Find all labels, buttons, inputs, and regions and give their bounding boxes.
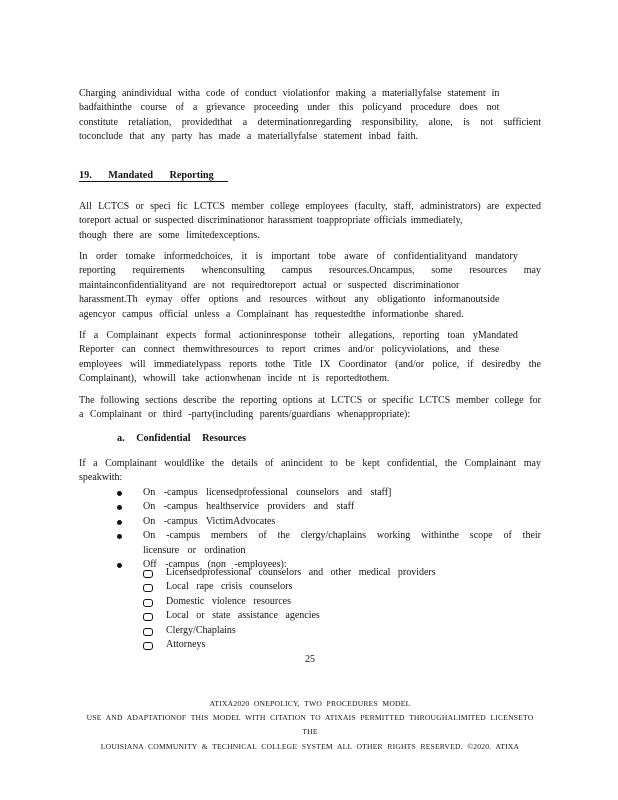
list-item (79, 638, 541, 652)
text-line: toconclude that any party has made a materiallyfalse statement inbad faith. (79, 131, 419, 143)
page-number: 25 (305, 654, 315, 665)
hollow-bullet-icon (143, 628, 153, 636)
list-item (79, 595, 541, 609)
footer-line: ATIXA2020 ONEPOLICY, TWO PROCEDURES MODEL (209, 699, 411, 708)
text-line: Charging anindividual witha code of conduct violationfor making a materiallyfalse statement in (79, 88, 500, 99)
text-line: employees will immediatelypass reports tothe Title IX Coordinator (and/or police, if desiredby the (79, 358, 541, 370)
text-line: If a Complainant wouldlike the details of anincident to be kept confidential, the Complainant may (79, 458, 541, 469)
section-heading-label: 19. Mandated Reporting (79, 170, 228, 182)
paragraph-4 (79, 329, 541, 387)
hollow-bullet-icon (143, 613, 153, 621)
text-line: Attorneys (166, 639, 206, 651)
paragraph-6 (79, 457, 541, 486)
text-line: Licensedprofessional counselors and other medical providers (166, 567, 436, 578)
text-line: harassment.Th eymay offer options and resources without any obligationto informanoutside (79, 294, 500, 306)
list-item (79, 609, 541, 623)
text-line: speakwith: (79, 472, 123, 484)
text-line: Off -campus (non -employees): (143, 559, 287, 571)
hollow-bullet-icon (143, 642, 153, 650)
text-line: In order tomake informedchoices, it is important tobe aware of confidentialityand mandatory (79, 251, 518, 262)
text-line: All LCTCS or speci fic LCTCS member college employees (faculty, staff, administrators) are expected (79, 201, 541, 212)
footer-line: USE AND ADAPTATIONOF THIS MODEL WITH CITATION TO ATIXAIS PERMITTED THROUGHALIMITED LICENSETO THE (86, 713, 534, 737)
paragraph-3 (79, 250, 541, 322)
subsection-heading-label: a. Confidential Resources (117, 433, 247, 444)
list-item (79, 515, 541, 529)
text-line: badfaithinthe course of a grievance proceeding under this policyand procedure does not (79, 102, 500, 114)
list-item (79, 529, 541, 558)
subsection-heading (79, 432, 579, 446)
bullet-icon (117, 520, 122, 525)
bullet-icon (117, 491, 122, 496)
bullet-icon (117, 534, 122, 539)
footer-line: LOUISIANA COMMUNITY & TECHNICAL COLLEGE SYSTEM ALL OTHER RIGHTS RESERVED. ©2020. ATIXA (100, 741, 520, 751)
list-item (79, 486, 541, 500)
text-line: Clergy/Chaplains (166, 624, 236, 636)
text-line: licensure or ordination (143, 544, 246, 556)
list-item (79, 500, 541, 514)
list-item (79, 624, 541, 638)
text-line: toreport actual or suspected discriminationor harassment toappropriate officials immediately, (79, 215, 463, 227)
bullet-icon (117, 505, 122, 510)
hollow-bullet-icon (143, 584, 153, 592)
text-line: If a Complainant expects formal actioninresponse totheir allegations, reporting toan yMandated (79, 330, 518, 341)
hollow-bullet-icon (143, 599, 153, 607)
section-heading (79, 169, 541, 183)
list-item (79, 580, 541, 594)
text-line: maintainconfidentialityand are not requiredtoreport actual or suspected discriminationor (79, 279, 460, 291)
paragraph-2 (79, 200, 541, 243)
text-line: reporting requirements whenconsulting campus resources.Oncampus, some resources may (79, 265, 541, 277)
list-item (79, 566, 541, 580)
text-line: Complainant), whowill take actionwhenan incide nt is reportedtothem. (79, 373, 390, 385)
text-line: Local rape crisis counselors (166, 581, 293, 593)
text-line: agencyor campus official unless a Complainant has requestedthe informationbe shared. (79, 308, 464, 320)
text-line: On -campus members of the clergy/chaplains working withinthe scope of their (143, 530, 541, 542)
text-line: Reporter can connect themwithresources to report crimes and/or policyviolations, and these (79, 344, 500, 356)
text-line: On -campus VictimAdvocates (143, 515, 276, 527)
text-line: a Complainant or third -party(including parents/guardians whenappropriate): (79, 409, 411, 421)
hollow-bullet-icon (143, 570, 153, 578)
page-footer (79, 697, 541, 754)
text-line: Local or state assistance agencies (166, 610, 320, 622)
bullet-list (79, 486, 541, 572)
text-line: constitute retaliation, providedthat a determinationregarding responsibility, alone, is not sufficient (79, 116, 541, 128)
text-line: On -campus healthservice providers and staff (143, 501, 355, 513)
paragraph-1 (79, 87, 541, 145)
text-line: The following sections describe the reporting options at LCTCS or specific LCTCS member college for (79, 395, 541, 406)
text-line: On -campus licensedprofessional counselors and staff] (143, 487, 392, 498)
text-line: though there are some limitedexceptions. (79, 229, 260, 241)
paragraph-5 (79, 394, 541, 423)
sub-bullet-list (79, 566, 541, 652)
text-line: Domestic violence resources (166, 595, 291, 607)
